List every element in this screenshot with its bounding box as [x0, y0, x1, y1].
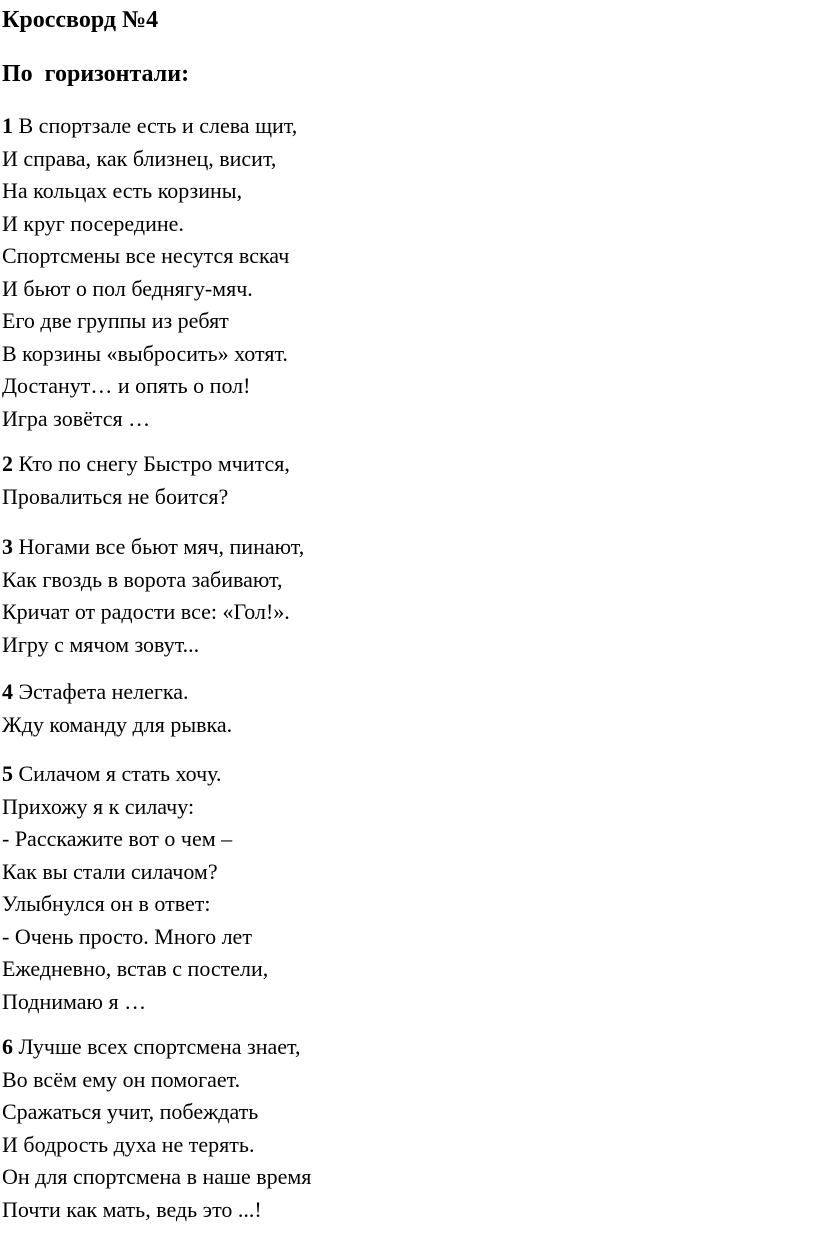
clue-line: - Очень просто. Много лет [2, 923, 252, 949]
clue-line: - Расскажите вот о чем – [2, 826, 233, 851]
clue-5 [2, 758, 268, 1018]
clue-number: 1 [2, 113, 13, 138]
clue-line: Прихожу я к силачу: [2, 793, 195, 819]
clue-line: Провалиться не боится? [2, 483, 229, 509]
clue-2 [2, 448, 290, 513]
clue-line: И круг посередине. [2, 210, 184, 236]
clue-line: Как гвоздь в ворота забивают, [2, 566, 283, 592]
clue-line: 2 Кто по снегу Быстро мчится, [2, 451, 290, 476]
clue-line: Игра зовётся … [2, 405, 151, 431]
clue-line: Его две группы из ребят [2, 308, 229, 333]
clue-number: 6 [2, 1034, 13, 1059]
clue-line: Поднимаю я … [2, 988, 147, 1014]
clue-3 [2, 531, 304, 661]
page-title: Кроссворд №4 [2, 7, 159, 33]
clue-line: 5 Силачом я стать хочу. [2, 761, 222, 786]
clue-line: Достанут… и опять о пол! [2, 373, 251, 398]
clue-line: И бьют о пол беднягу-мяч. [2, 275, 253, 301]
clue-line: Он для спортсмена в наше время [2, 1164, 312, 1189]
clue-line: Жду команду для рывка. [2, 711, 233, 737]
clue-line: И справа, как близнец, висит, [2, 145, 277, 171]
clue-line: Во всём ему он помогает. [2, 1066, 241, 1092]
clue-line: 6 Лучше всех спортсмена знает, [2, 1034, 301, 1059]
clue-line: И бодрость духа не терять. [2, 1131, 255, 1157]
clue-number: 5 [2, 761, 13, 786]
clue-1 [2, 110, 297, 435]
clue-line: В корзины «выбросить» хотят. [2, 340, 288, 366]
clue-6 [2, 1031, 311, 1226]
clue-line: Спортсмены все несутся вскач [2, 243, 290, 268]
clue-line: 1 В спортзале есть и слева щит, [2, 113, 298, 138]
clue-line: Игру с мячом зовут... [2, 631, 200, 657]
clue-line: 4 Эстафета нелегка. [2, 679, 189, 704]
clue-line: Почти как мать, ведь это ...! [2, 1196, 262, 1222]
clue-4 [2, 676, 232, 741]
clue-line: Улыбнулся он в ответ: [2, 891, 211, 916]
section-heading-across: По горизонтали: [2, 61, 190, 87]
clue-line: Ежедневно, встав с постели, [2, 956, 269, 981]
clue-line: Как вы стали силачом? [2, 858, 218, 884]
clue-line: На кольцах есть корзины, [2, 178, 243, 203]
clue-line: Сражаться учит, побеждать [2, 1099, 259, 1124]
clue-number: 2 [2, 451, 13, 476]
clue-number: 4 [2, 679, 13, 704]
clue-line: Кричат от радости все: «Гол!». [2, 599, 290, 624]
clue-line: 3 Ногами все бьют мяч, пинают, [2, 534, 305, 559]
clue-number: 3 [2, 534, 13, 559]
